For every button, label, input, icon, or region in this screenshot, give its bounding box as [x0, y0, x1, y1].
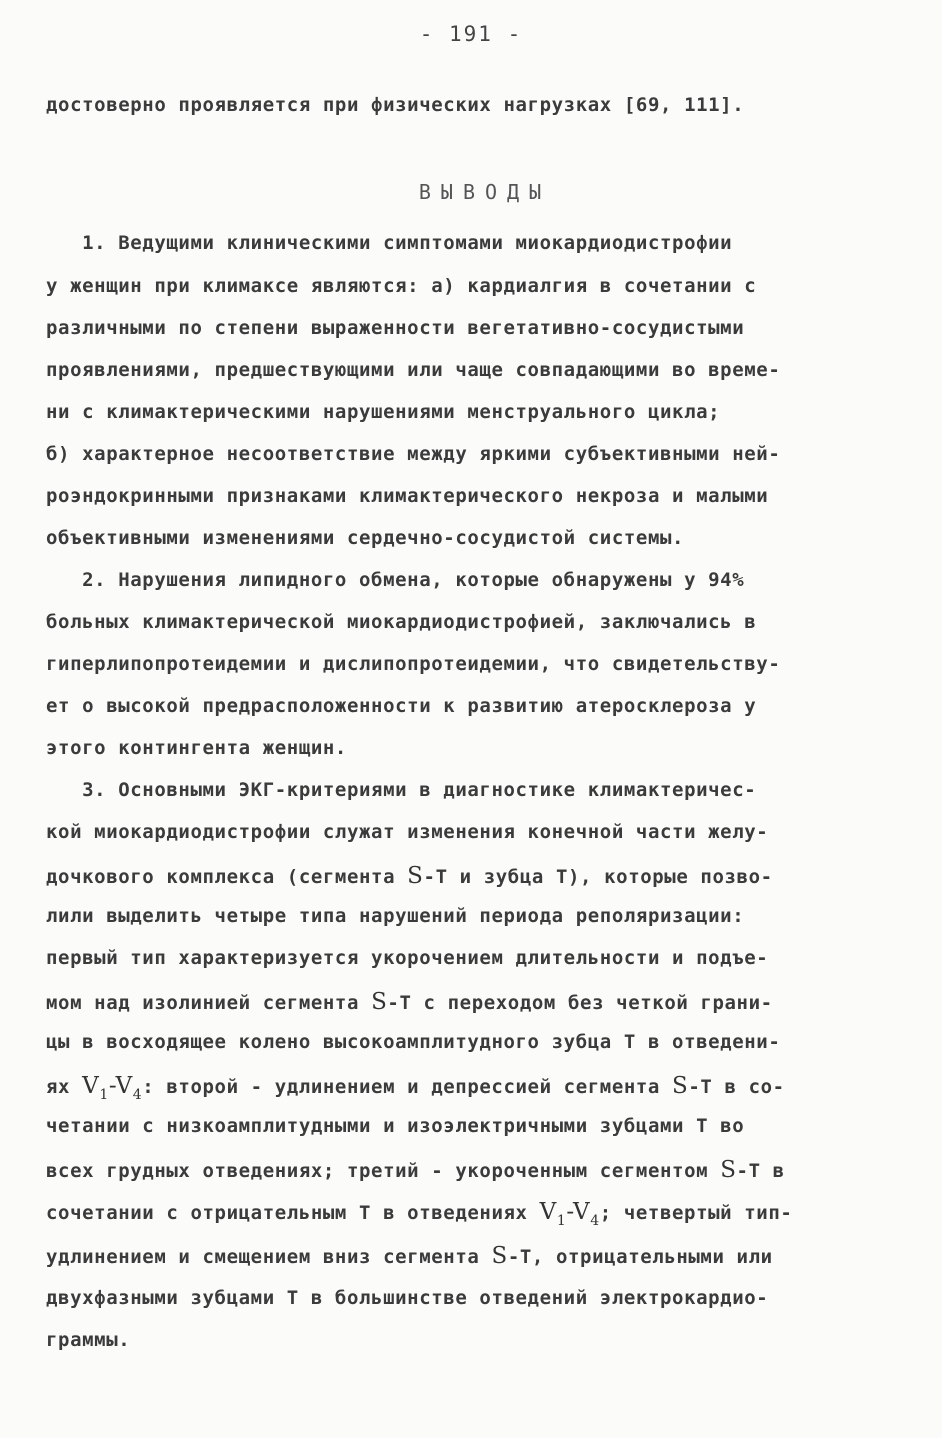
text-line	[46, 989, 773, 1015]
handwritten-v4: $V_4$	[573, 1199, 600, 1229]
text-segment: мом над изолинией сегмента	[46, 992, 372, 1014]
text-line	[46, 1073, 785, 1103]
text-line: 2. Нарушения липидного обмена, которые обнаружены у 94%	[46, 569, 745, 591]
text-segment: ; четвертый тип-	[599, 1202, 793, 1224]
text-segment: -T в	[736, 1160, 785, 1182]
text-line: граммы.	[46, 1329, 131, 1351]
text-segment: -T, отрицательными или	[507, 1246, 773, 1268]
handwritten-v1: $V_1$	[539, 1199, 567, 1229]
handwritten-s: S	[407, 863, 424, 889]
handwritten-s: S	[672, 1073, 689, 1099]
intro-line: достоверно проявляется при физических нагрузках [69, 111].	[46, 94, 745, 116]
text-line: б) характерное несоответствие между яркими субъективными ней-	[46, 443, 781, 465]
text-line: цы в восходящее колено высокоамплитудного зубца T в отведени-	[46, 1031, 781, 1053]
text-line	[46, 863, 773, 889]
text-line: этого контингента женщин.	[46, 737, 347, 759]
text-segment: всех грудных отведениях; третий - укороченным сегментом	[46, 1160, 721, 1182]
handwritten-dash: -	[108, 1073, 116, 1099]
text-segment: дочкового комплекса (сегмента	[46, 866, 408, 888]
text-segment: -T в со-	[688, 1076, 785, 1098]
text-line	[46, 1243, 773, 1269]
text-line: двухфазными зубцами T в большинстве отведений электрокардио-	[46, 1287, 769, 1309]
text-line: различными по степени выраженности вегетативно-сосудистыми	[46, 317, 745, 339]
text-segment: : второй - удлинением и депрессией сегмента	[142, 1076, 673, 1098]
text-line: 3. Основными ЭКГ-критериями в диагностике климактеричес-	[46, 779, 757, 801]
handwritten-dash: -	[566, 1199, 574, 1225]
handwritten-s: S	[491, 1243, 508, 1269]
text-line: роэндокринными признаками климактерического некроза и малыми	[46, 485, 769, 507]
text-line: объективными изменениями сердечно-сосудистой системы.	[46, 527, 685, 549]
text-line: у женщин при климаксе являются: а) кардиалгия в сочетании с	[46, 275, 757, 297]
section-heading: ВЫВОДЫ	[418, 180, 552, 204]
text-line: первый тип характеризуется укорочением длительности и подъе-	[46, 947, 769, 969]
text-line: четании с низкоамплитудными и изоэлектричными зубцами T во	[46, 1115, 745, 1137]
handwritten-v1: $V_1$	[82, 1073, 109, 1103]
text-line: ет о высокой предрасположенности к развитию атеросклероза у	[46, 695, 757, 717]
page-number: - 191 -	[419, 22, 523, 46]
text-line: лили выделить четыре типа нарушений периода реполяризации:	[46, 905, 745, 927]
text-segment: ях	[46, 1076, 83, 1098]
text-segment: -T и зубца T), которые позво-	[423, 866, 773, 888]
text-line: проявлениями, предшествующими или чаще совпадающими во време-	[46, 359, 781, 381]
text-line	[46, 1199, 792, 1229]
handwritten-s: S	[371, 989, 388, 1015]
text-line: больных климактерической миокардиодистрофией, заключались в	[46, 611, 757, 633]
text-line: 1. Ведущими клиническими симптомами миокардиодистрофии	[46, 232, 733, 254]
handwritten-s: S	[720, 1157, 737, 1183]
text-segment: -T с переходом без четкой грани-	[387, 992, 773, 1014]
text-line	[46, 1157, 785, 1183]
text-line: ни с климактерическими нарушениями менструального цикла;	[46, 401, 721, 423]
text-segment: сочетании с отрицательным T в отведениях	[46, 1202, 540, 1224]
text-line: кой миокардиодистрофии служат изменения конечной части желу-	[46, 821, 769, 843]
handwritten-v4: $V_4$	[115, 1073, 143, 1103]
text-segment: удлинением и смещением вниз сегмента	[46, 1246, 492, 1268]
text-line: гиперлипопротеидемии и дислипопротеидемии, что свидетельству-	[46, 653, 781, 675]
